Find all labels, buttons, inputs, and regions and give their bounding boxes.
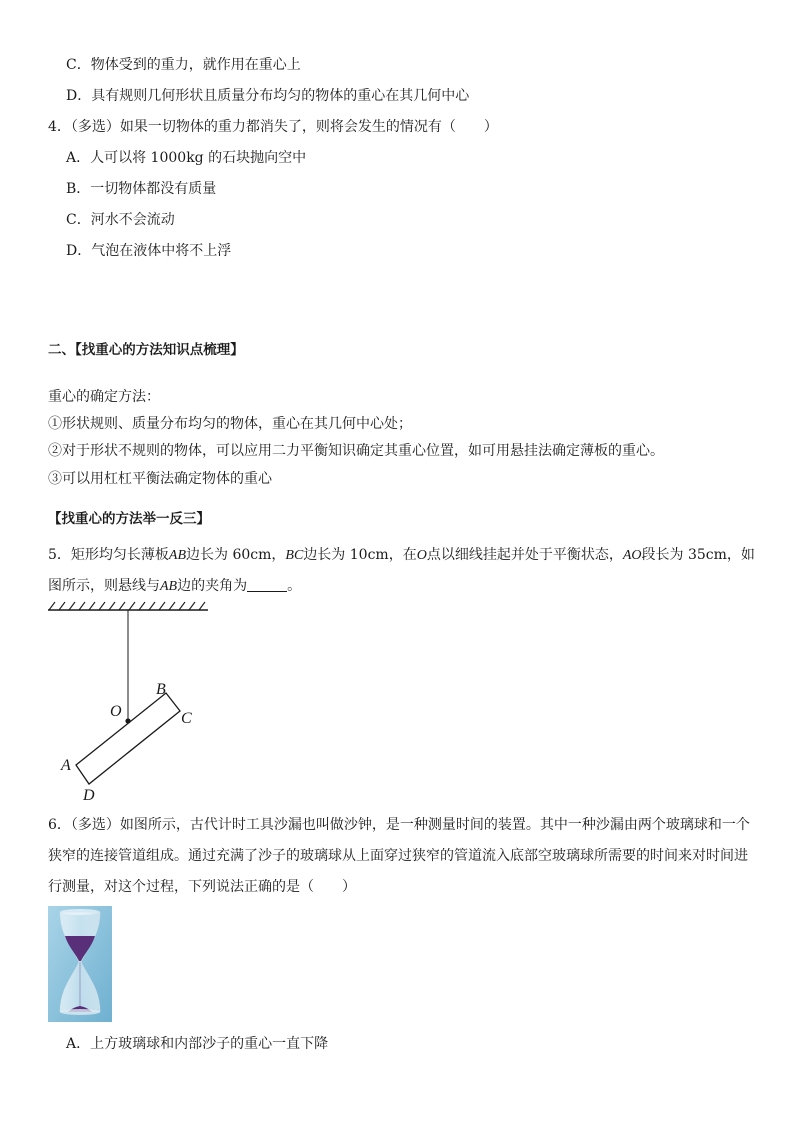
q4-option-c: C．河水不会流动 [66, 212, 175, 228]
q5-line2: 图所示，则悬线与AB边的夹角为 。 [48, 578, 302, 594]
label-c: C [181, 710, 192, 727]
label-b: B [156, 681, 166, 698]
pivot-point-o [125, 718, 130, 723]
label-d: D [83, 787, 95, 804]
label-a: A [61, 757, 71, 774]
q5-figure [40, 600, 240, 805]
q4-option-b: B．一切物体都没有质量 [66, 181, 217, 197]
q6-line2: 狭窄的连接管道组成。通过充满了沙子的玻璃球从上面穿过狭窄的管道流入底部空玻璃球所需要的时间来对时间进 [48, 848, 748, 864]
method-2: ②对于形状不规则的物体，可以应用二力平衡知识确定其重心位置，如可用悬挂法确定薄板的重心。 [48, 443, 664, 459]
method-intro: 重心的确定方法： [48, 389, 160, 405]
q6-line3: 行测量，对这个过程，下列说法正确的是（ ） [48, 879, 356, 895]
q4-stem: 4．（多选）如果一切物体的重力都消失了，则将会发生的情况有（ ） [48, 119, 498, 135]
hourglass-image [48, 906, 112, 1022]
method-3: ③可以用杠杠平衡法确定物体的重心 [48, 471, 272, 487]
method-1: ①形状规则、质量分布均匀的物体，重心在其几何中心处； [48, 416, 412, 432]
answer-blank[interactable] [247, 577, 287, 592]
q3-option-d: D．具有规则几何形状且质量分布均匀的物体的重心在其几何中心 [66, 88, 470, 104]
q4-option-d: D．气泡在液体中将不上浮 [66, 243, 232, 259]
q3-option-c: C．物体受到的重力，就作用在重心上 [66, 57, 301, 73]
q5-line1: 5．矩形均匀长薄板AB边长为 60cm，BC边长为 10cm，在O点以细线挂起并处于平衡状态，AO段长为 35cm，如 [48, 547, 755, 563]
q6-line1: 6．（多选）如图所示，古代计时工具沙漏也叫做沙钟，是一种测量时间的装置。其中一种沙漏由两个玻璃球和一个 [48, 817, 750, 833]
q6-option-a: A．上方玻璃球和内部沙子的重心一直下降 [66, 1036, 329, 1052]
q4-option-a: A．人可以将 1000kg 的石块抛向空中 [66, 150, 307, 166]
practice-heading: 【找重心的方法举一反三】 [48, 511, 210, 527]
label-o: O [110, 703, 122, 720]
ceiling-hatch [49, 602, 205, 610]
section-heading: 二、【找重心的方法知识点梳理】 [48, 342, 244, 358]
